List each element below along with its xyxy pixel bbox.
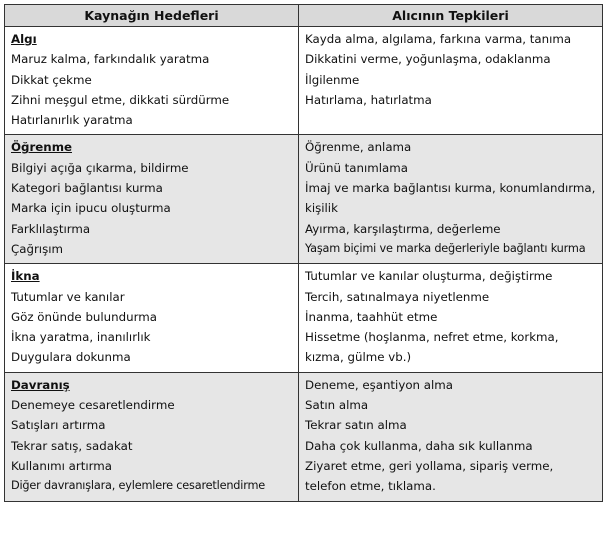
objective-item: İkna yaratma, inanılırlık (11, 330, 151, 345)
section-behavior (5, 372, 603, 501)
objective-item: Satışları artırma (11, 418, 106, 433)
response-item: Kayda alma, algılama, farkına varma, tanıma (305, 32, 572, 46)
objective-item: Kullanımı artırma (11, 458, 113, 473)
header-source-objectives: Kaynağın Hedefleri (5, 5, 299, 27)
response-item: Dikkatini verme, yoğunlaşma, odaklanma (305, 52, 551, 67)
section-heading: Öğrenme (11, 140, 72, 155)
response-item: Ürünü tanımlama (305, 160, 408, 175)
section-perception (5, 27, 603, 135)
objective-item: Zihni meşgul etme, dikkati sürdürme (11, 92, 230, 107)
source-objectives-cell (5, 135, 299, 264)
section-heading: İkna (11, 269, 40, 284)
document-page (4, 4, 602, 502)
source-objectives-cell (5, 27, 299, 135)
section-learning (5, 135, 603, 264)
objective-item: Diğer davranışlara, eylemlere cesaretlendirme (11, 479, 265, 493)
section-heading: Algı (11, 32, 37, 46)
objective-item: Çağrışım (11, 241, 63, 256)
response-item: Hissetme (hoşlanma, nefret etme, korkma, kızma, gülme vb.) (305, 330, 559, 365)
receiver-responses-cell (299, 27, 603, 135)
response-item: İmaj ve marka bağlantısı kurma, konumlandırma, kişilik (305, 181, 596, 216)
section-persuasion (5, 264, 603, 372)
response-item: Hatırlama, hatırlatma (305, 92, 432, 107)
objective-item: Dikkat çekme (11, 72, 92, 87)
objective-item: Hatırlanırlık yaratma (11, 113, 133, 128)
objective-item: Kategori bağlantısı kurma (11, 181, 163, 196)
receiver-responses-cell (299, 135, 603, 264)
objective-item: Farklılaştırma (11, 221, 91, 236)
receiver-responses-cell (299, 372, 603, 501)
response-item: Satın alma (305, 398, 369, 413)
objective-item: Tekrar satış, sadakat (11, 438, 133, 453)
objective-item: Maruz kalma, farkındalık yaratma (11, 52, 210, 67)
receiver-responses-cell (299, 264, 603, 372)
objective-item: Denemeye cesaretlendirme (11, 398, 175, 413)
source-objectives-cell (5, 372, 299, 501)
objective-item: Göz önünde bulundurma (11, 309, 157, 324)
response-item: Tercih, satınalmaya niyetlenme (305, 289, 490, 304)
objective-item: Bilgiyi açığa çıkarma, bildirme (11, 160, 189, 175)
response-item: Ayırma, karşılaştırma, değerleme (305, 221, 501, 236)
response-item: Tutumlar ve kanılar oluşturma, değiştirme (305, 269, 553, 284)
objective-item: Marka için ipucu oluşturma (11, 201, 171, 216)
objective-item: Duygulara dokunma (11, 350, 131, 365)
objectives-table (4, 4, 603, 502)
header-receiver-responses: Alıcının Tepkileri (299, 5, 603, 27)
response-item: Ziyaret etme, geri yollama, sipariş verme, telefon etme, tıklama. (305, 458, 554, 494)
response-item: Daha çok kullanma, daha sık kullanma (305, 438, 533, 453)
section-heading: Davranış (11, 377, 70, 392)
response-item: Öğrenme, anlama (305, 140, 412, 155)
response-item: Yaşam biçimi ve marka değerleriyle bağlantı kurma (305, 241, 586, 255)
response-item: İnanma, taahhüt etme (305, 309, 438, 324)
response-item: Deneme, eşantiyon alma (305, 377, 453, 392)
response-item: İlgilenme (305, 72, 360, 87)
response-item: Tekrar satın alma (305, 418, 407, 433)
source-objectives-cell (5, 264, 299, 372)
header-row (5, 5, 603, 27)
objective-item: Tutumlar ve kanılar (11, 289, 125, 304)
